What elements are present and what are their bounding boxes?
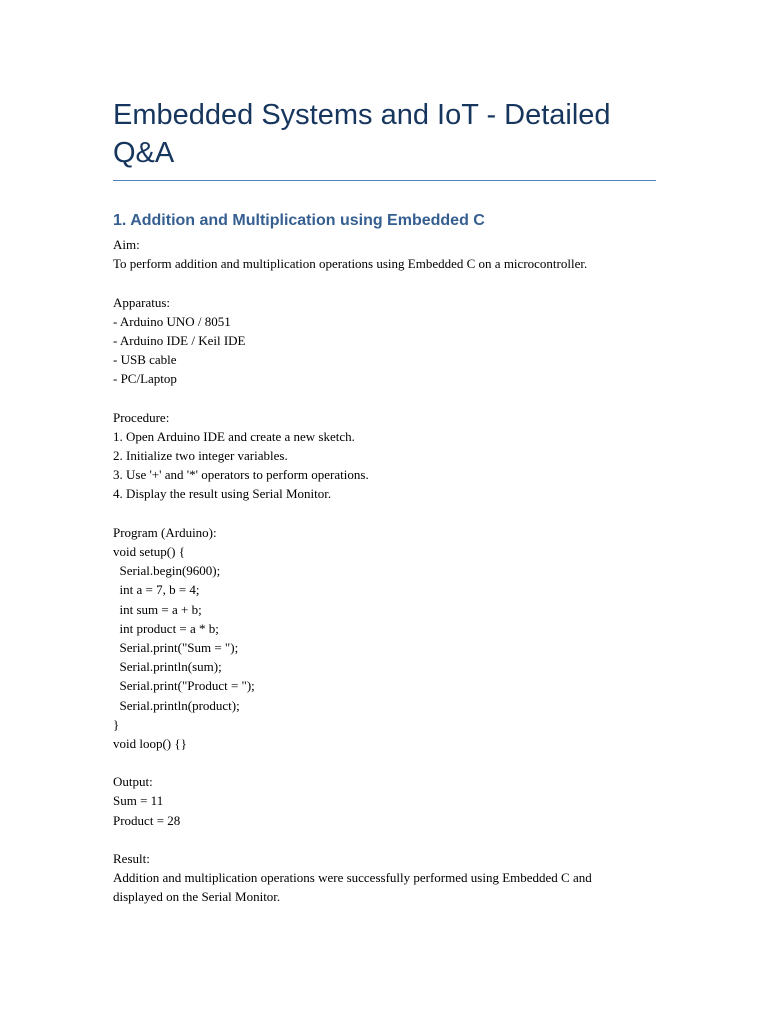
blank-line (113, 389, 656, 408)
text-line: - Arduino UNO / 8051 (113, 313, 231, 329)
text-line: 2. Initialize two integer variables. (113, 448, 288, 464)
text-line: Procedure: (113, 409, 170, 425)
text-line: Serial.println(sum); (113, 659, 222, 675)
text-line: int product = a * b; (113, 620, 219, 636)
text-line: displayed on the Serial Monitor. (113, 889, 281, 905)
blank-line (113, 830, 656, 849)
text-line: Addition and multiplication operations were successfully performed using Embedded C and (113, 870, 592, 886)
text-line: void setup() { (113, 544, 185, 559)
text-line: Serial.print("Sum = "); (113, 639, 239, 655)
text-line: int sum = a + b; (113, 601, 202, 617)
text-line: int a = 7, b = 4; (113, 582, 200, 598)
text-line: Serial.begin(9600); (113, 563, 221, 579)
text-line: 4. Display the result using Serial Monitor. (113, 486, 332, 502)
text-line: - USB cable (113, 352, 177, 368)
text-line: void loop() {} (113, 735, 187, 751)
blank-line (113, 273, 656, 292)
blank-line (113, 753, 656, 772)
text-line: Output: (113, 774, 153, 790)
document-page (113, 96, 656, 907)
text-line: Result: (113, 851, 150, 866)
text-line: Product = 28 (113, 812, 181, 828)
text-line: } (113, 716, 120, 732)
section-body (113, 235, 656, 907)
text-line: Serial.println(product); (113, 697, 240, 713)
text-line: To perform addition and multiplication operations using Embedded C on a microcontroller. (113, 256, 588, 272)
section-heading: 1. Addition and Multiplication using Embedded C (113, 212, 485, 229)
text-line: - PC/Laptop (113, 371, 177, 387)
text-line: 1. Open Arduino IDE and create a new sketch. (113, 428, 355, 444)
text-line: - Arduino IDE / Keil IDE (113, 332, 246, 348)
text-line: Program (Arduino): (113, 524, 217, 540)
blank-line (113, 504, 656, 523)
text-line: Serial.print("Product = "); (113, 678, 255, 694)
text-line: Apparatus: (113, 294, 171, 310)
document-title: Embedded Systems and IoT - Detailed Q&A (113, 96, 656, 181)
text-line: 3. Use '+' and '*' operators to perform operations. (113, 467, 369, 483)
text-line: Aim: (113, 237, 140, 252)
text-line: Sum = 11 (113, 793, 164, 809)
